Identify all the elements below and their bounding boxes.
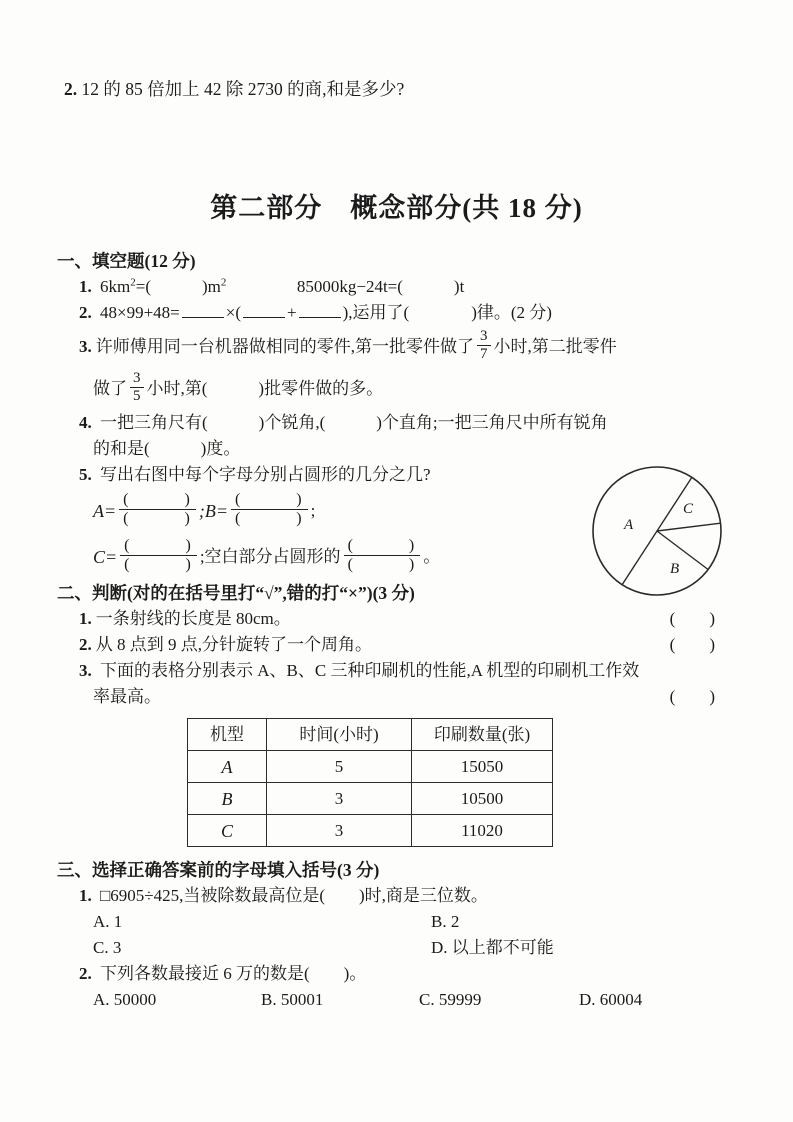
answer-bracket: ( ) xyxy=(669,609,715,628)
question-number: 3. xyxy=(79,337,92,356)
choice-q1-options-row2 xyxy=(93,935,739,961)
choice-q1-options-row1 xyxy=(93,909,739,935)
choice-q1 xyxy=(79,883,739,909)
sector-line-right xyxy=(657,523,721,531)
question-number: 2. xyxy=(79,635,92,654)
blank-fraction-c: $\frac{( )}{( )}$ xyxy=(120,537,197,574)
answer-bracket: ( ) xyxy=(669,635,715,654)
question-number: 2. xyxy=(79,964,92,983)
statement-text: 从 8 点到 9 点,分针旋转了一个周角。 xyxy=(95,635,372,654)
table-header-row xyxy=(188,719,553,751)
fraction-3-7: $\frac{3}{7}$ xyxy=(477,328,491,361)
question-number: 2. xyxy=(79,303,92,322)
statement-text: 一条射线的长度是 80cm。 xyxy=(95,609,291,628)
fill-q2-text-b: ×( xyxy=(225,303,242,322)
cell-model: B xyxy=(188,783,267,815)
question-number: 4. xyxy=(79,413,92,432)
cell-time: 3 xyxy=(267,815,412,847)
fill-q4-line2 xyxy=(93,436,739,462)
statement-text: 率最高。 xyxy=(93,687,161,706)
fraction-3-5: $\frac{3}{5}$ xyxy=(130,370,144,403)
fill-q3-text-c: 做了 xyxy=(93,379,127,398)
fill-q5-blank-text: ;空白部分占圆形的 xyxy=(199,547,341,566)
judge-item-1-text xyxy=(79,606,291,632)
printer-performance-table xyxy=(187,718,553,847)
period: 。 xyxy=(423,547,441,566)
cell-model: A xyxy=(188,751,267,783)
fill-q3-text-a: 许师傅用同一台机器做相同的零件,第一批零件做了 xyxy=(95,337,474,356)
fill-q2-text-d: ),运用了( xyxy=(342,303,410,322)
fill-q5-text: 写出右图中每个字母分别占圆形的几分之几? xyxy=(100,465,431,484)
choice-q2 xyxy=(79,961,739,987)
choice-q2-text: 下列各数最接近 6 万的数是( )。 xyxy=(100,964,367,983)
superscript: 2 xyxy=(130,276,136,289)
superscript: 2 xyxy=(220,276,227,289)
choice-q2-options-row xyxy=(93,987,739,1013)
fill-q3-text-d: 小时,第( )批零件做的多。 xyxy=(146,379,384,398)
option-c: C. 59999 xyxy=(419,990,482,1009)
label-b-equals: ;B= xyxy=(198,501,228,521)
part2-title: 第二部分 概念部分(共 18 分) xyxy=(210,193,583,223)
option-a: A. 1 xyxy=(93,912,123,931)
col-header-model: 机型 xyxy=(188,719,267,751)
semicolon: ; xyxy=(310,501,316,520)
fill-q2 xyxy=(79,300,739,326)
cell-time: 5 xyxy=(267,751,412,783)
fill-q3-line2 xyxy=(93,368,739,410)
blank-line xyxy=(299,302,341,318)
fill-section-heading: 一、填空题(12 分) xyxy=(57,251,196,271)
label-a-equals: A= xyxy=(93,501,117,521)
table-row xyxy=(188,783,553,815)
statement-text: 下面的表格分别表示 A、B、C 三种印刷机的性能,A 机型的印刷机工作效 xyxy=(100,661,640,680)
table-row xyxy=(188,815,553,847)
cell-quantity: 10500 xyxy=(412,783,553,815)
blank-line xyxy=(243,302,285,318)
judge-item-3-line2 xyxy=(93,684,739,710)
blank-line xyxy=(182,302,224,318)
blank-fraction-blankpart: $\frac{( )}{( )}$ xyxy=(344,537,421,574)
option-d: D. 60004 xyxy=(579,990,643,1009)
judge-item-1 xyxy=(79,606,739,632)
fill-q2-text-e: )律。(2 分) xyxy=(471,303,552,322)
cell-time: 3 xyxy=(267,783,412,815)
col-header-time: 时间(小时) xyxy=(267,719,412,751)
fill-q2-text-a: 48×99+48= xyxy=(100,303,180,322)
question-number: 2. xyxy=(64,79,78,99)
fill-q3-line1 xyxy=(79,326,739,368)
answer-bracket: ( ) xyxy=(669,687,715,706)
judge-item-3-line1 xyxy=(79,658,739,684)
top-question xyxy=(64,76,404,101)
fill-q2-text-c: + xyxy=(287,303,297,322)
label-c-equals: C= xyxy=(93,547,118,567)
fill-q4-text2: 的和是( )度。 xyxy=(93,439,241,458)
option-d: D. 以上都不可能 xyxy=(431,938,554,957)
question-number: 1. xyxy=(79,609,92,628)
choice-q1-text: □6905÷425,当被除数最高位是( )时,商是三位数。 xyxy=(100,886,488,905)
judge-item-2 xyxy=(79,632,739,658)
question-number: 5. xyxy=(79,465,92,484)
option-a: A. 50000 xyxy=(93,990,157,1009)
cell-quantity: 15050 xyxy=(412,751,553,783)
fill-q1 xyxy=(79,274,739,300)
question-number: 1. xyxy=(79,886,92,905)
judge-section-heading: 二、判断(对的在括号里打“√”,错的打“×”)(3 分) xyxy=(57,583,415,603)
sector-line-lower-right xyxy=(657,531,708,570)
sector-label-c: C xyxy=(683,501,694,517)
sector-label-a: A xyxy=(624,517,634,533)
cell-quantity: 11020 xyxy=(412,815,553,847)
cell-model: C xyxy=(188,815,267,847)
blank-fraction-a: $\frac{( )}{( )}$ xyxy=(119,491,196,528)
fill-q1-text-b: =( )m xyxy=(135,277,221,296)
page-content xyxy=(57,248,739,1013)
question-text: 12 的 85 倍加上 42 除 2730 的商,和是多少? xyxy=(81,79,405,99)
question-number: 1. xyxy=(79,277,92,296)
table-row xyxy=(188,751,553,783)
option-b: B. 50001 xyxy=(261,990,324,1009)
fill-q1-text-a: 6km xyxy=(100,277,131,296)
blank-fraction-b: $\frac{( )}{( )}$ xyxy=(231,491,308,528)
question-number: 3. xyxy=(79,661,92,680)
sector-label-b: B xyxy=(670,561,680,577)
fill-q1-text-c: 85000kg−24t=( )t xyxy=(296,277,465,296)
judge-item-2-text xyxy=(79,632,372,658)
choice-section-heading: 三、选择正确答案前的字母填入括号(3 分) xyxy=(57,860,380,880)
circle-diagram xyxy=(586,461,732,601)
fill-q4-text1: 一把三角尺有( )个锐角,( )个直角;一把三角尺中所有锐角 xyxy=(100,413,608,432)
fill-q4-line1 xyxy=(79,410,739,436)
fill-q3-text-b: 小时,第二批零件 xyxy=(493,337,617,356)
option-b: B. 2 xyxy=(431,912,460,931)
col-header-quantity: 印刷数量(张) xyxy=(412,719,553,751)
option-c: C. 3 xyxy=(93,938,122,957)
